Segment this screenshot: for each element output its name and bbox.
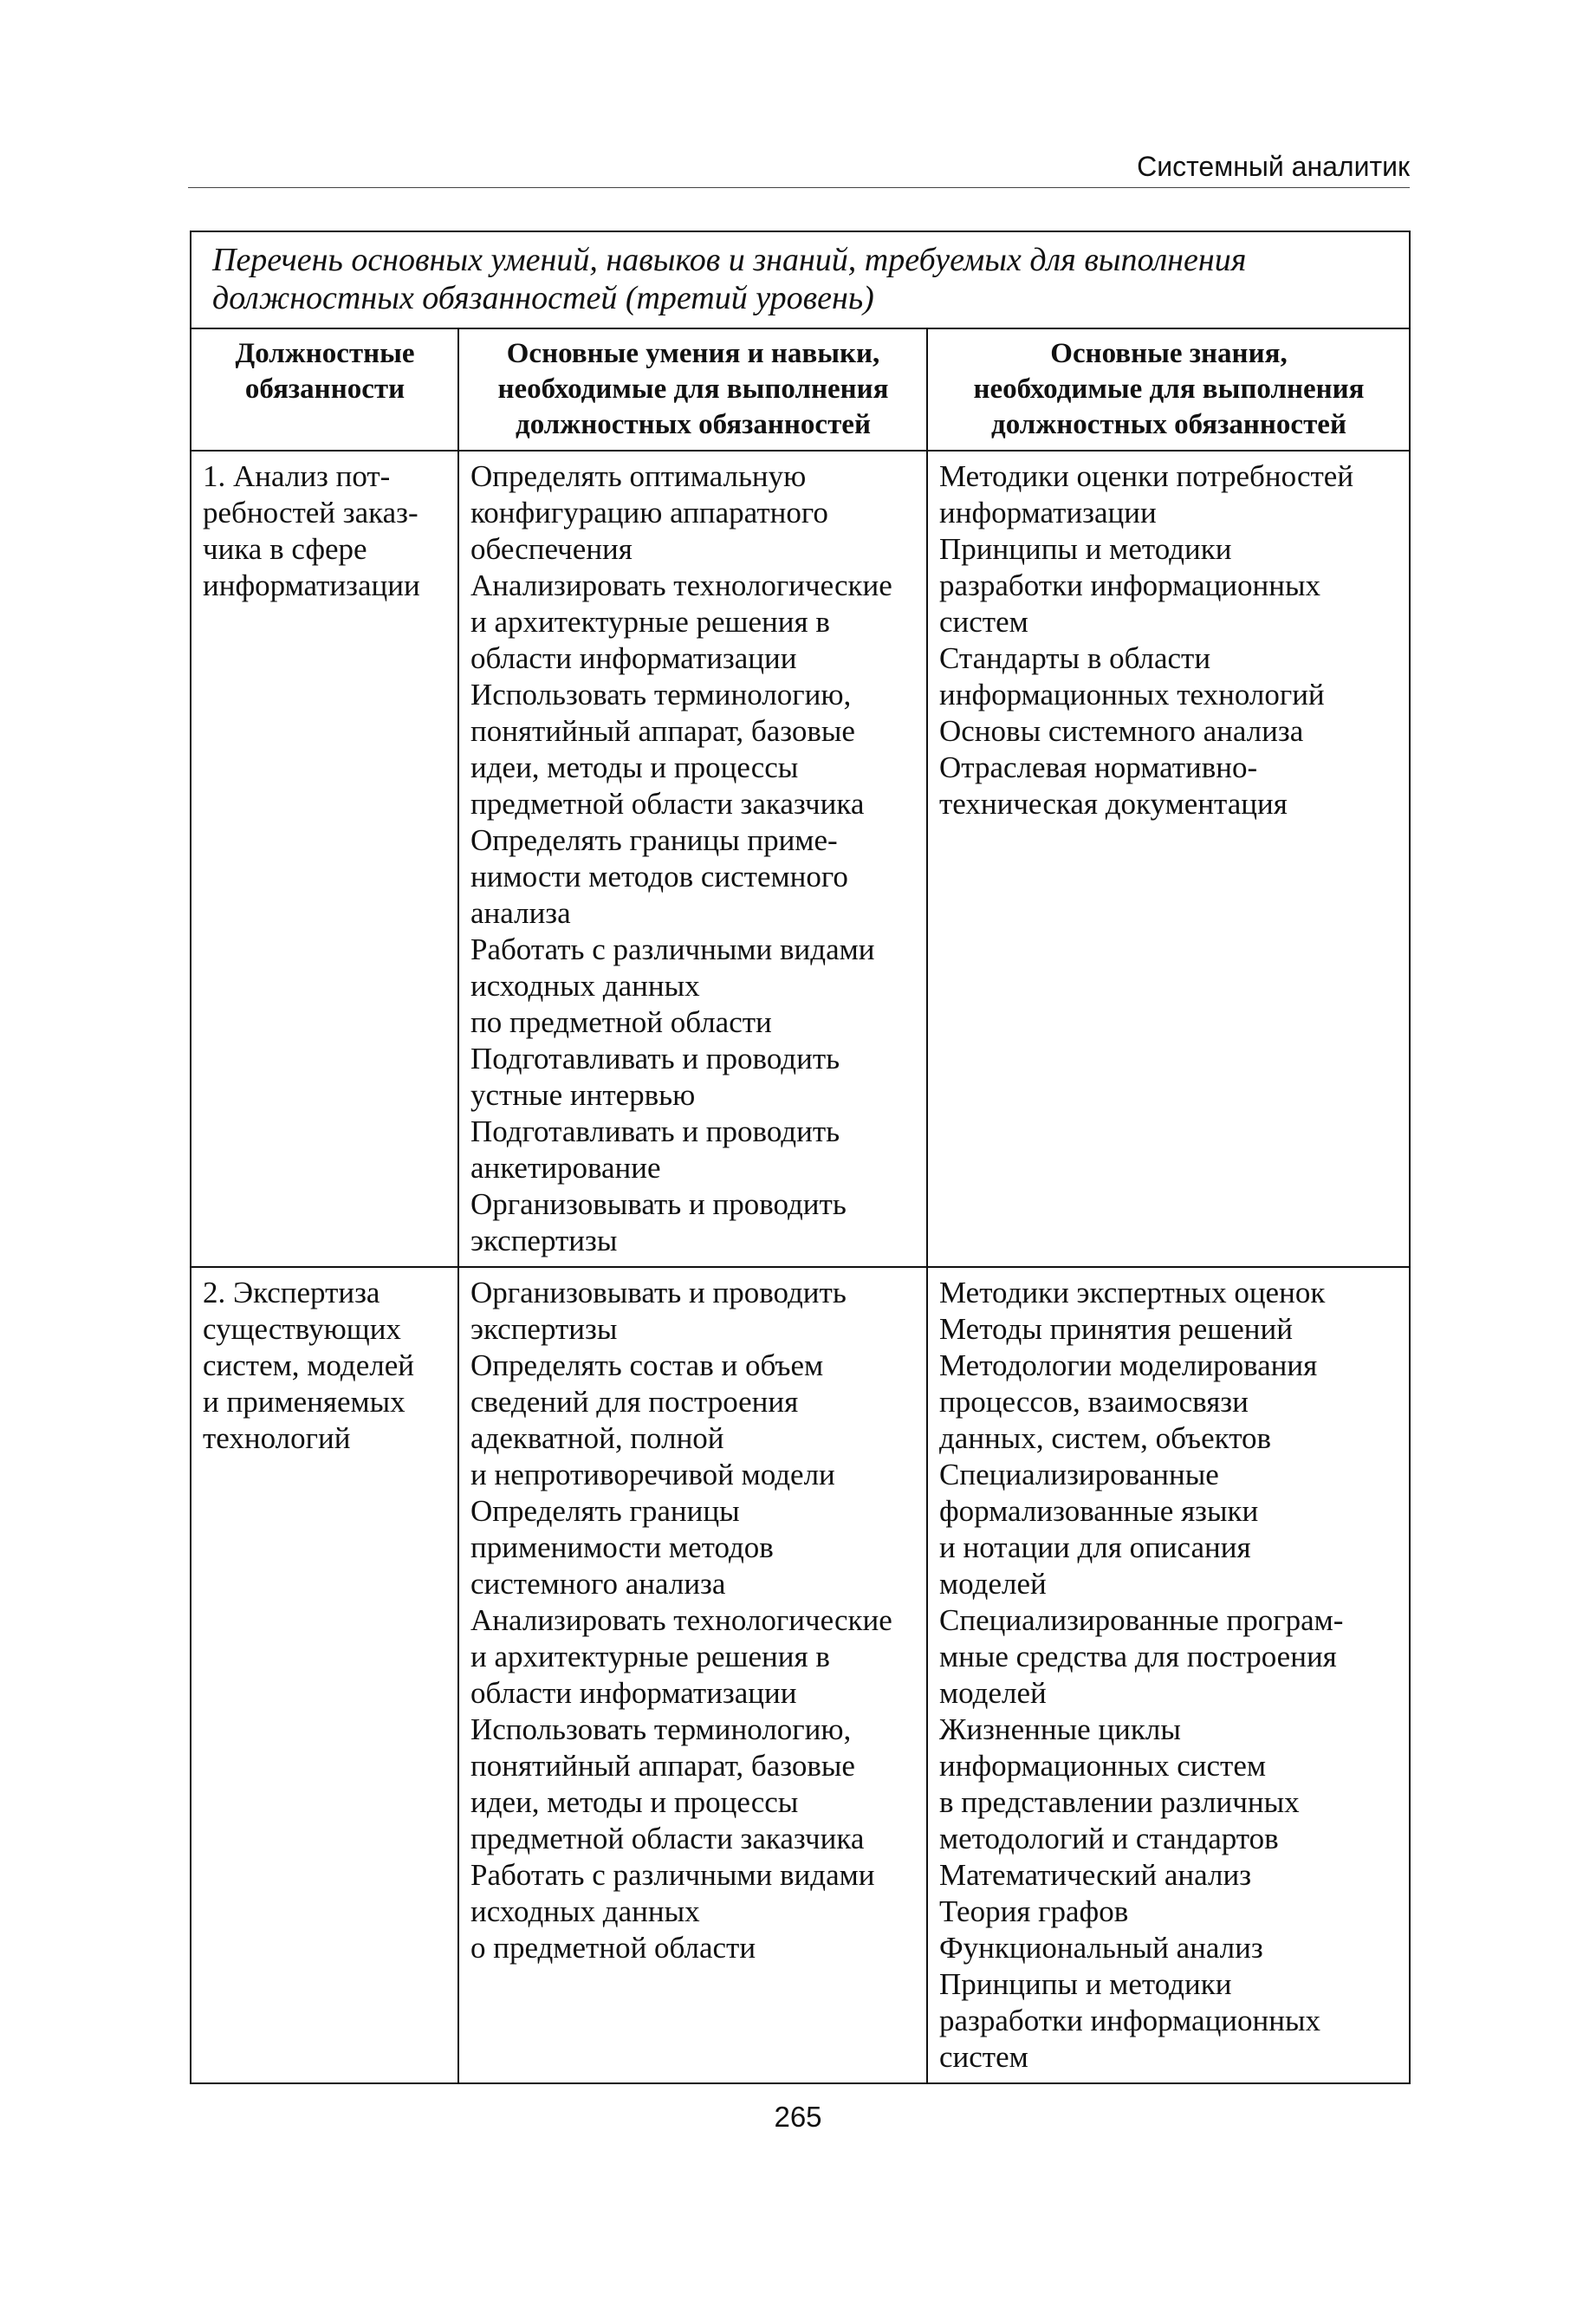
cell-text-line: Жизненные циклы [939,1712,1181,1746]
cell-text-line: техническая документация [939,787,1288,821]
cell-text-line: Определять границы [470,1494,740,1528]
cell-text-line: экспертизы [470,1312,618,1346]
cell-text-line: в представлении различных [939,1785,1300,1819]
cell-text-line: систем [939,605,1028,639]
cell-text-line: Подготавливать и проводить [470,1042,840,1075]
cell-text-line: ребностей заказ- [203,496,418,530]
cell-text-line: конфигурацию аппаратного [470,496,828,530]
header-rule [188,187,1410,188]
cell-text-line: области информатизации [470,641,797,675]
column-header-knowledge [927,328,1410,451]
cell-text-line: Использовать терминологию, [470,1712,852,1746]
cell-text-line: Стандарты в области [939,641,1211,675]
cell-text-line: Методологии моделирования [939,1348,1318,1382]
cell-text-line: Анализировать технологические [470,1603,892,1637]
cell-text-line: систем [939,2040,1028,2074]
cell-text-line: разработки информационных [939,569,1321,602]
cell-text-line: 2. Экспертиза [203,1276,380,1309]
cell-text-line: Основы системного анализа [939,714,1304,748]
cell-text-line: Подготавливать и проводить [470,1114,840,1148]
cell-text-line: Организовывать и проводить [470,1276,847,1309]
cell-text-line: информационных технологий [939,678,1325,711]
cell-text-line: и применяемых [203,1385,405,1419]
cell-text-line: процессов, взаимосвязи [939,1385,1249,1419]
cell-text-line: Специализированные [939,1458,1219,1491]
header-line: Должностные [235,338,415,369]
header-line: Основные умения и навыки, [506,338,880,369]
header-line: должностных обязанностей [516,409,871,440]
cell-text-line: обеспечения [470,532,633,566]
skills-cell [458,1267,927,2083]
cell-text-line: адекватной, полной [470,1421,724,1455]
table-caption [191,231,1410,328]
cell-text-line: информационных систем [939,1749,1267,1783]
cell-text-line: Определять состав и объем [470,1348,824,1382]
cell-text-line: системного анализа [470,1567,726,1601]
cell-text-line: Теория графов [939,1894,1129,1928]
cell-text-line: технологий [203,1421,351,1455]
cell-text-line: мные средства для построения [939,1640,1337,1673]
running-head: Системный аналитик [1137,151,1410,182]
cell-text-line: Методики экспертных оценок [939,1276,1326,1309]
cell-text-line: анкетирование [470,1151,661,1185]
knowledge-cell [927,451,1410,1267]
cell-text-line: моделей [939,1567,1047,1601]
cell-text-line: предметной области заказчика [470,1822,865,1855]
cell-text-line: Использовать терминологию, [470,678,852,711]
skills-cell [458,451,927,1267]
cell-text-line: понятийный аппарат, базовые [470,1749,855,1783]
header-line: Основные знания, [1050,338,1288,369]
cell-text-line: существующих [203,1312,401,1346]
cell-text-line: и архитектурные решения в [470,1640,830,1673]
caption-line: должностных обязанностей (третий уровень) [212,280,874,316]
cell-text-line: информатизации [939,496,1157,530]
page-number: 265 [774,2101,822,2133]
cell-text-line: Работать с различными видами [470,1858,875,1892]
cell-text-line: анализа [470,896,571,930]
cell-text-line: методологий и стандартов [939,1822,1279,1855]
cell-text-line: Принципы и методики [939,1967,1232,2001]
cell-text-line: Организовывать и проводить [470,1187,847,1221]
cell-text-line: Функциональный анализ [939,1931,1263,1965]
column-header-skills [458,328,927,451]
duty-cell [191,451,458,1267]
cell-text-line: устные интервью [470,1078,696,1112]
cell-text-line: применимости методов [470,1530,774,1564]
caption-line: Перечень основных умений, навыков и знаний, требуемых для выполнения [212,242,1247,278]
cell-text-line: исходных данных [470,969,700,1003]
cell-text-line: предметной области заказчика [470,787,865,821]
cell-text-line: по предметной области [470,1005,772,1039]
cell-text-line: Математический анализ [939,1858,1252,1892]
cell-text-line: Определять границы приме- [470,823,838,857]
cell-text-line: исходных данных [470,1894,700,1928]
cell-text-line: нимости методов системного [470,860,848,893]
cell-text-line: Методики оценки потребностей [939,459,1354,493]
cell-text-line: информатизации [203,569,420,602]
cell-text-line: и архитектурные решения в [470,605,830,639]
table-row [191,451,1410,1267]
skills-table [190,231,1411,2084]
table-row [191,1267,1410,2083]
cell-text-line: Методы принятия решений [939,1312,1293,1346]
cell-text-line: данных, систем, объектов [939,1421,1272,1455]
cell-text-line: области информатизации [470,1676,797,1710]
cell-text-line: понятийный аппарат, базовые [470,714,855,748]
cell-text-line: и непротиворечивой модели [470,1458,835,1491]
header-line: необходимые для выполнения [497,374,889,405]
cell-text-line: Отраслевая нормативно- [939,750,1258,784]
cell-text-line: систем, моделей [203,1348,414,1382]
cell-text-line: чика в сфере [203,532,367,566]
knowledge-cell [927,1267,1410,2083]
cell-text-line: моделей [939,1676,1047,1710]
cell-text-line: Определять оптимальную [470,459,807,493]
cell-text-line: Принципы и методики [939,532,1232,566]
cell-text-line: идеи, методы и процессы [470,1785,799,1819]
header-line: должностных обязанностей [991,409,1346,440]
cell-text-line: о предметной области [470,1931,756,1965]
cell-text-line: экспертизы [470,1224,618,1257]
column-header-duties [191,328,458,451]
cell-text-line: разработки информационных [939,2004,1321,2037]
header-line: обязанности [244,374,405,405]
cell-text-line: Специализированные програм- [939,1603,1344,1637]
cell-text-line: сведений для построения [470,1385,799,1419]
duty-cell [191,1267,458,2083]
cell-text-line: и нотации для описания [939,1530,1251,1564]
table-caption-row [191,231,1410,328]
cell-text-line: 1. Анализ пот- [203,459,391,493]
header-line: необходимые для выполнения [973,374,1365,405]
table-header-row [191,328,1410,451]
cell-text-line: идеи, методы и процессы [470,750,799,784]
cell-text-line: формализованные языки [939,1494,1259,1528]
cell-text-line: Работать с различными видами [470,932,875,966]
cell-text-line: Анализировать технологические [470,569,892,602]
